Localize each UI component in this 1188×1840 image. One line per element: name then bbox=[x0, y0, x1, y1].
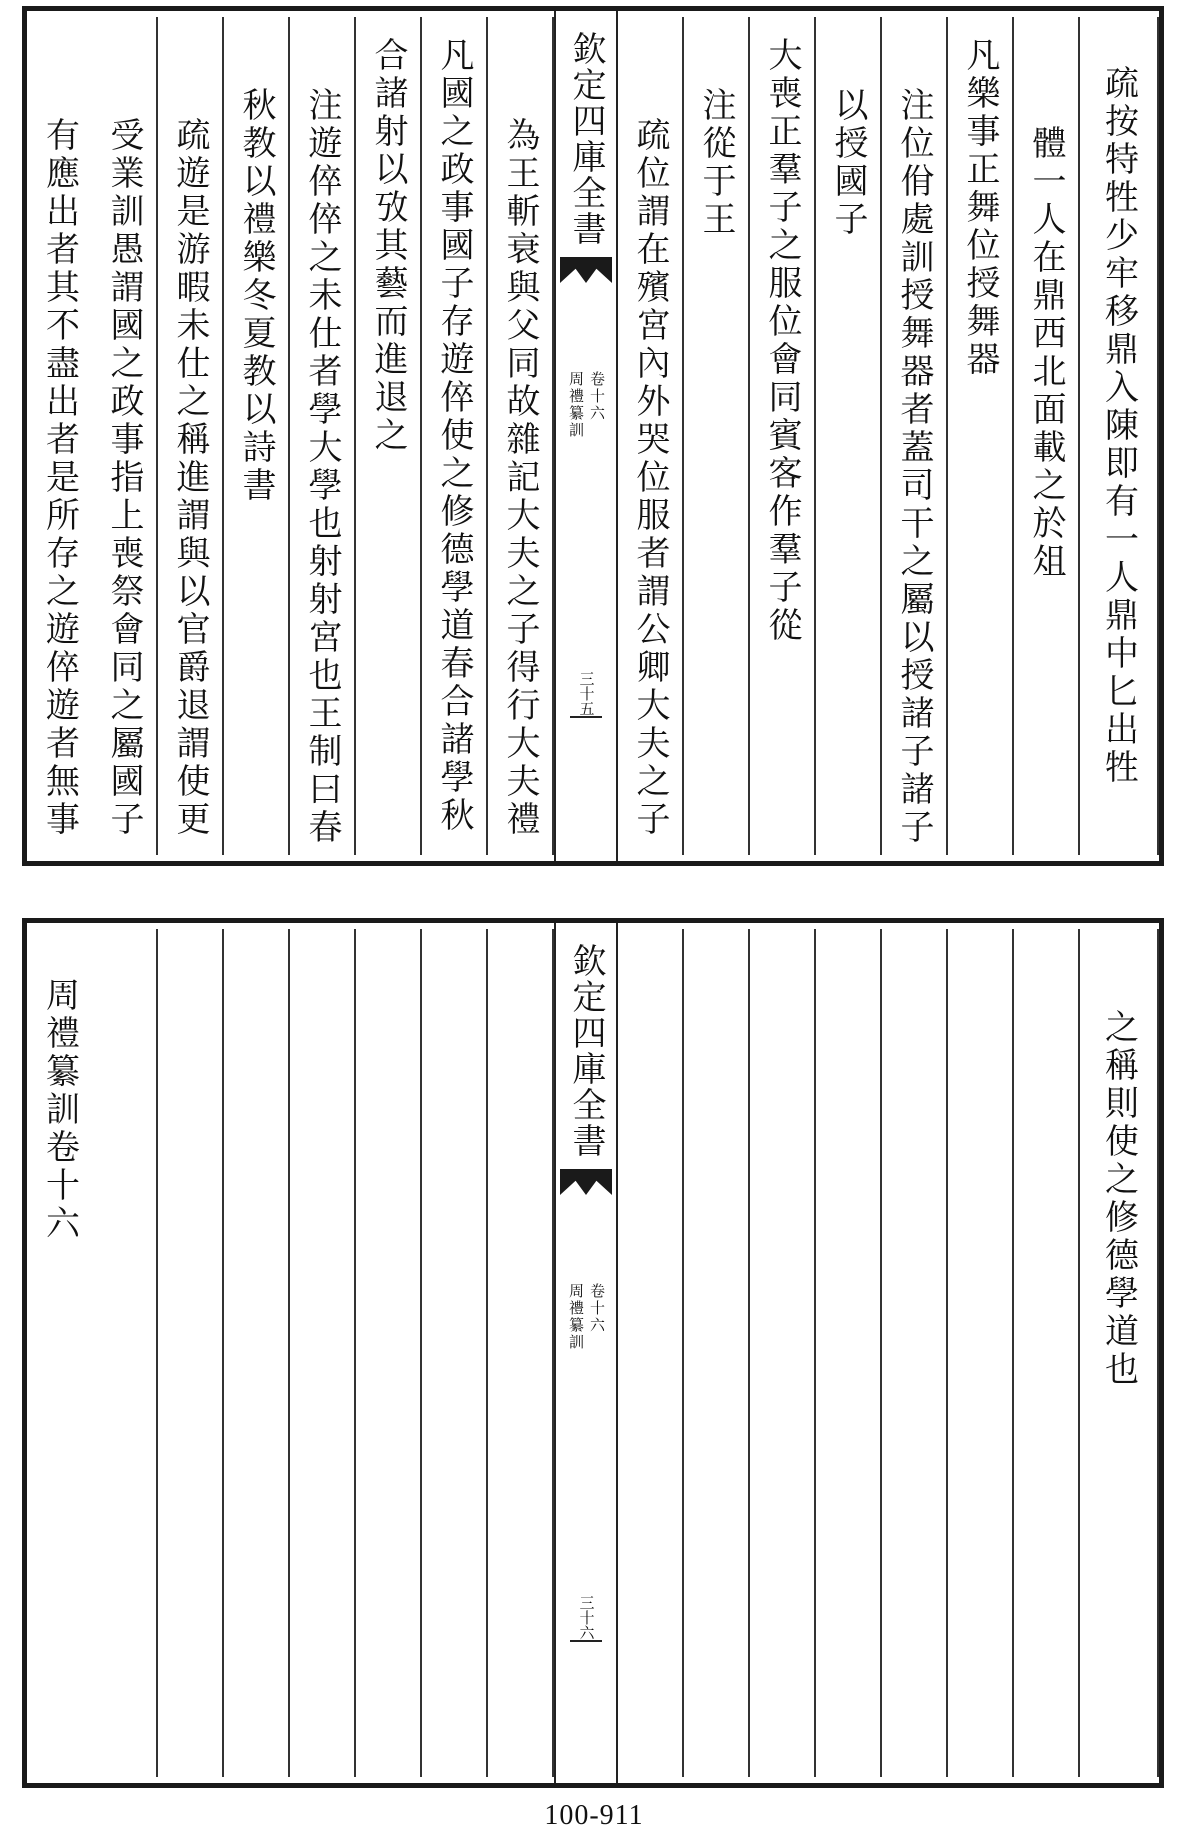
column bbox=[224, 929, 290, 1777]
column bbox=[488, 929, 554, 1777]
column bbox=[1014, 929, 1080, 1777]
column bbox=[158, 929, 224, 1777]
column bbox=[92, 17, 158, 855]
column bbox=[1080, 17, 1159, 855]
fish-tail-mark bbox=[560, 257, 612, 283]
column-text: 注位佾處訓授舞器者蓋司干之屬以授諸子諸子 bbox=[894, 87, 934, 847]
bottom-page bbox=[22, 918, 1164, 1788]
column-text: 注遊倅倅之未仕者學大學也射射宮也王制曰春 bbox=[302, 87, 342, 847]
page-number: 100-911 bbox=[544, 1800, 644, 1831]
column bbox=[27, 929, 92, 1777]
fold-folio: 三十五 bbox=[570, 671, 602, 718]
column bbox=[750, 17, 816, 855]
column bbox=[27, 17, 92, 855]
column bbox=[618, 929, 684, 1777]
column-text: 體一人在鼎西北面載之於俎 bbox=[1026, 125, 1066, 581]
fold-book-info bbox=[556, 371, 616, 439]
column bbox=[422, 929, 488, 1777]
column bbox=[290, 929, 356, 1777]
column bbox=[224, 17, 290, 855]
column bbox=[1080, 929, 1159, 1777]
column bbox=[618, 17, 684, 855]
fold-book-info bbox=[556, 1283, 616, 1351]
column-text: 受業訓愚謂國之政事指上喪祭會同之屬國子 bbox=[104, 117, 144, 839]
column bbox=[158, 17, 224, 855]
column bbox=[816, 929, 882, 1777]
fold-title: 欽定四庫全書 bbox=[566, 31, 606, 247]
column bbox=[948, 929, 1014, 1777]
fold-book-title: 周禮纂訓 bbox=[567, 371, 585, 439]
fold-book-title: 周禮纂訓 bbox=[567, 1283, 585, 1351]
column-text: 凡國之政事國子存遊倅使之修德學道春合諸學秋 bbox=[434, 37, 474, 835]
column-text: 疏位謂在殯宮內外哭位服者謂公卿大夫之子 bbox=[630, 117, 670, 839]
center-fold bbox=[554, 923, 618, 1783]
column bbox=[1014, 17, 1080, 855]
fold-juan: 卷十六 bbox=[588, 371, 606, 422]
column bbox=[684, 929, 750, 1777]
column bbox=[92, 929, 158, 1777]
column bbox=[816, 17, 882, 855]
column-text: 有應出者其不盡出者是所存之遊倅遊者無事 bbox=[39, 117, 80, 839]
fold-folio: 三十六 bbox=[570, 1595, 602, 1642]
column bbox=[356, 17, 422, 855]
column bbox=[750, 929, 816, 1777]
fold-juan: 卷十六 bbox=[588, 1283, 606, 1334]
column-text: 之稱則使之修德學道也 bbox=[1098, 1009, 1139, 1389]
center-fold bbox=[554, 11, 618, 861]
column-text: 大喪正羣子之服位會同賓客作羣子從 bbox=[762, 37, 802, 645]
column bbox=[422, 17, 488, 855]
fold-title: 欽定四庫全書 bbox=[566, 943, 606, 1159]
column bbox=[882, 17, 948, 855]
column bbox=[356, 929, 422, 1777]
column-text: 合諸射以攷其藝而進退之 bbox=[368, 37, 408, 455]
column-text: 以授國子 bbox=[828, 87, 868, 239]
column-text: 注從于王 bbox=[696, 87, 736, 239]
column bbox=[882, 929, 948, 1777]
column-text: 秋教以禮樂冬夏教以詩書 bbox=[236, 87, 276, 505]
column-text: 凡樂事正舞位授舞器 bbox=[960, 37, 1000, 379]
column bbox=[684, 17, 750, 855]
column bbox=[488, 17, 554, 855]
column-text: 疏遊是游暇未仕之稱進謂與以官爵退謂使更 bbox=[170, 117, 210, 839]
column-text: 為王斬衰與父同故雜記大夫之子得行大夫禮 bbox=[500, 117, 540, 839]
column-text: 疏按特牲少牢移鼎入陳即有一人鼎中匕出牲 bbox=[1098, 65, 1139, 787]
top-page bbox=[22, 6, 1164, 866]
column-text: 周禮纂訓卷十六 bbox=[39, 977, 80, 1243]
column bbox=[290, 17, 356, 855]
column bbox=[948, 17, 1014, 855]
fish-tail-mark bbox=[560, 1169, 612, 1195]
